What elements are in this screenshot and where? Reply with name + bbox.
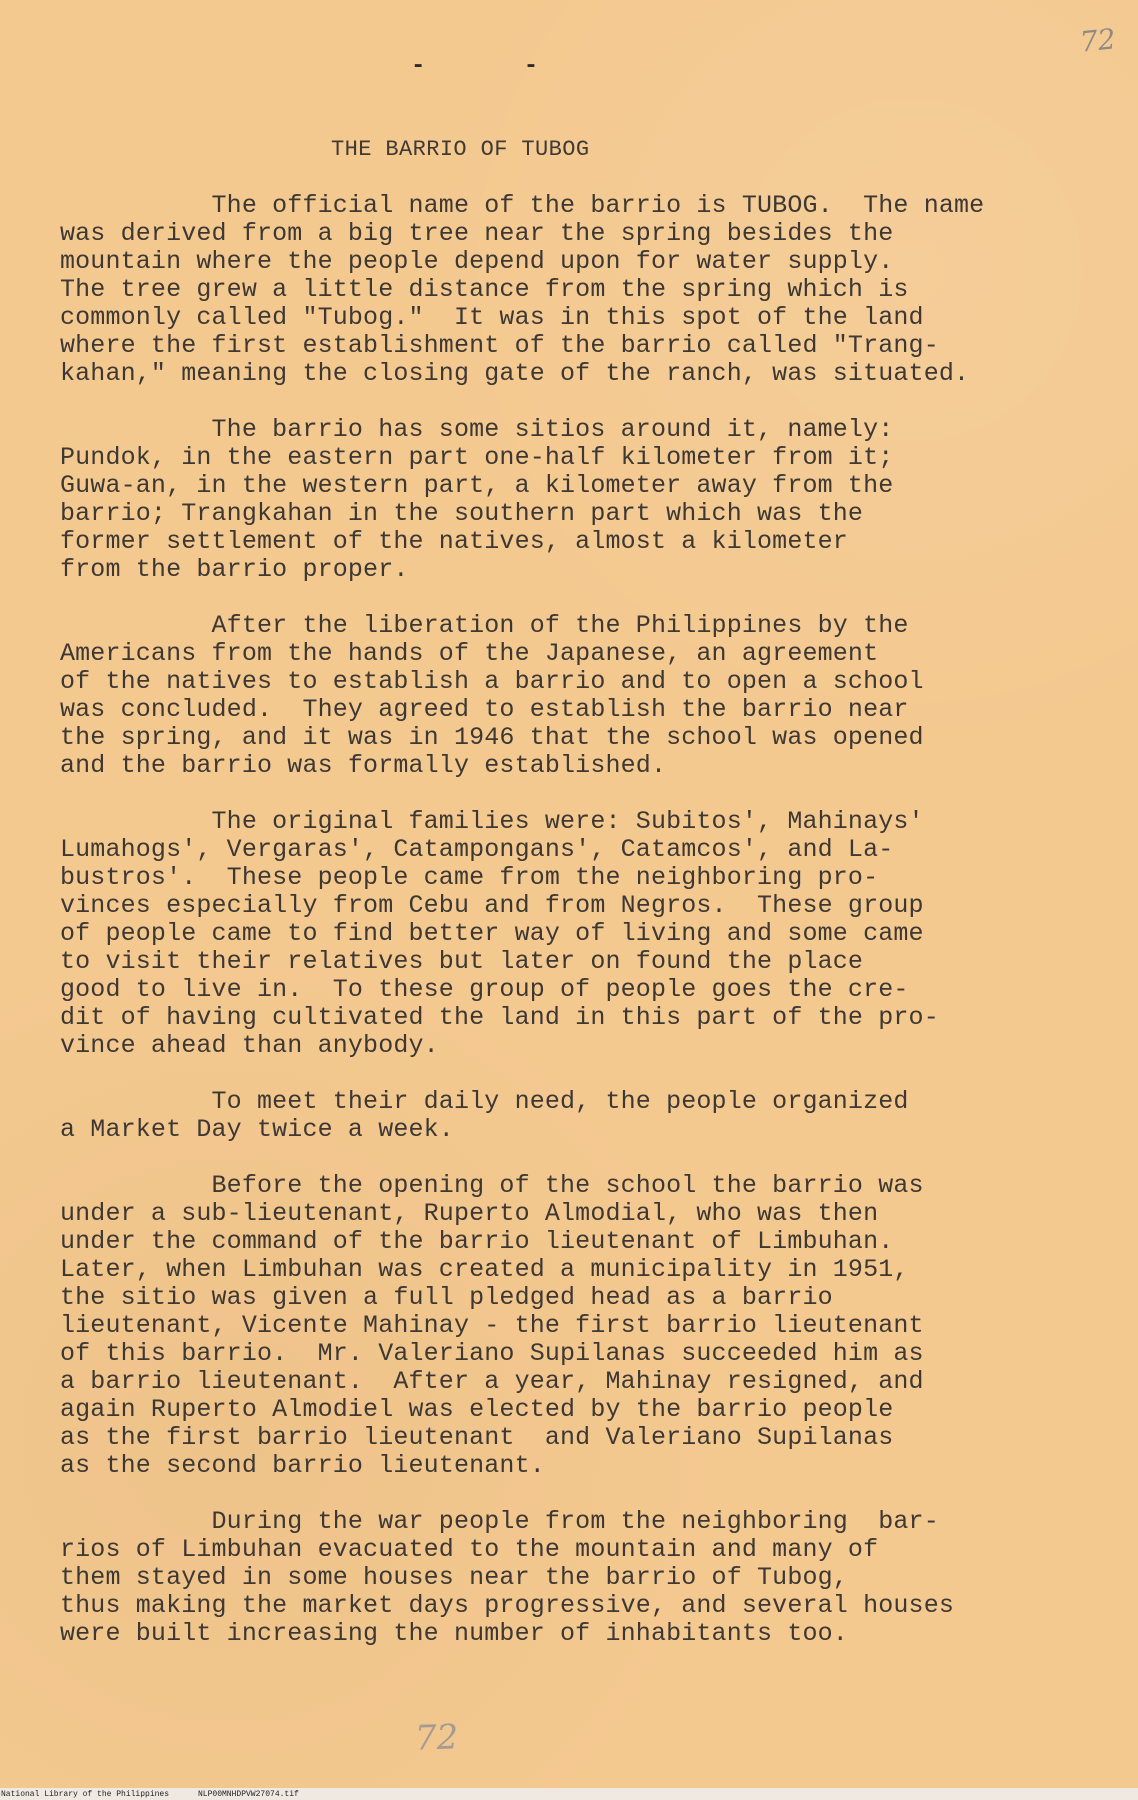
paragraph-line: of this barrio. Mr. Valeriano Supilanas succeeded him as: [60, 1339, 924, 1368]
footer-file: NLP00MNHDPVW27074.tif: [198, 1790, 299, 1799]
paragraph-line: where the first establishment of the barrio called "Trang-: [60, 331, 939, 360]
footer-source: National Library of the Philippines: [1, 1790, 170, 1799]
document-body: [60, 192, 1070, 1676]
paragraph-line: a barrio lieutenant. After a year, Mahinay resigned, and: [60, 1367, 924, 1396]
header-mark: - -: [411, 53, 581, 80]
paragraph-line: lieutenant, Vicente Mahinay - the first barrio lieutenant: [60, 1311, 924, 1340]
paragraph-line: Later, when Limbuhan was created a municipality in 1951,: [60, 1255, 909, 1284]
paragraph-line: under the command of the barrio lieutenant of Limbuhan.: [60, 1227, 894, 1256]
paragraph-line: to visit their relatives but later on found the place: [60, 947, 864, 976]
paragraph-line: the sitio was given a full pledged head as a barrio: [60, 1283, 833, 1312]
paragraph-line: thus making the market days progressive, and several houses: [60, 1591, 954, 1620]
paragraph-6: [60, 1172, 1070, 1480]
paragraph-line: from the barrio proper.: [60, 555, 409, 584]
paragraph-line: good to live in. To these group of people goes the cre-: [60, 975, 909, 1004]
paragraph-line: kahan," meaning the closing gate of the ranch, was situated.: [60, 359, 970, 388]
footer-bar: [0, 1788, 1138, 1800]
paragraph-line: of people came to find better way of living and some came: [60, 919, 924, 948]
corner-page-number: 72: [1078, 22, 1118, 59]
paragraph-line: The official name of the barrio is TUBOG. The name: [60, 191, 985, 220]
paragraph-line: Americans from the hands of the Japanese, an agreement: [60, 639, 879, 668]
paragraph-line: commonly called "Tubog." It was in this spot of the land: [60, 303, 924, 332]
paragraph-line: rios of Limbuhan evacuated to the mountain and many of: [60, 1535, 879, 1564]
paragraph-line: mountain where the people depend upon for water supply.: [60, 247, 894, 276]
paragraph-line: them stayed in some houses near the barrio of Tubog,: [60, 1563, 848, 1592]
paragraph-line: dit of having cultivated the land in this part of the pro-: [60, 1003, 939, 1032]
paragraph-line: Guwa-an, in the western part, a kilometer away from the: [60, 471, 894, 500]
paragraph-2: [60, 416, 1070, 584]
paragraph-line: were built increasing the number of inhabitants too.: [60, 1619, 848, 1648]
paragraph-line: The barrio has some sitios around it, namely:: [60, 415, 894, 444]
paragraph-line: Pundok, in the eastern part one-half kilometer from it;: [60, 443, 894, 472]
paragraph-5: [60, 1088, 1070, 1144]
paragraph-line: During the war people from the neighboring bar-: [60, 1507, 939, 1536]
paragraph-line: the spring, and it was in 1946 that the school was opened: [60, 723, 924, 752]
paragraph-line: vinces especially from Cebu and from Negros. These group: [60, 891, 924, 920]
paragraph-line: Before the opening of the school the barrio was: [60, 1171, 924, 1200]
paragraph-line: and the barrio was formally established.: [60, 751, 667, 780]
paragraph-line: To meet their daily need, the people organized: [60, 1087, 909, 1116]
paragraph-line: again Ruperto Almodiel was elected by the barrio people: [60, 1395, 894, 1424]
paragraph-3: [60, 612, 1070, 780]
paragraph-line: vince ahead than anybody.: [60, 1031, 439, 1060]
paragraph-line: under a sub-lieutenant, Ruperto Almodial, who was then: [60, 1199, 879, 1228]
paragraph-line: Lumahogs', Vergaras', Catampongans', Catamcos', and La-: [60, 835, 894, 864]
page-title: THE BARRIO OF TUBOG: [331, 137, 590, 162]
paragraph-line: The tree grew a little distance from the spring which is: [60, 275, 909, 304]
paragraph-line: former settlement of the natives, almost a kilometer: [60, 527, 848, 556]
paragraph-4: [60, 808, 1070, 1060]
bottom-page-number: 72: [414, 1717, 459, 1759]
paragraph-line: as the first barrio lieutenant and Valeriano Supilanas: [60, 1423, 894, 1452]
paragraph-line: After the liberation of the Philippines by the: [60, 611, 909, 640]
paragraph-line: a Market Day twice a week.: [60, 1115, 454, 1144]
paragraph-line: bustros'. These people came from the neighboring pro-: [60, 863, 879, 892]
paragraph-7: [60, 1508, 1070, 1648]
paragraph-line: as the second barrio lieutenant.: [60, 1451, 545, 1480]
paragraph-line: was derived from a big tree near the spring besides the: [60, 219, 894, 248]
paragraph-line: of the natives to establish a barrio and to open a school: [60, 667, 924, 696]
paragraph-line: barrio; Trangkahan in the southern part which was the: [60, 499, 864, 528]
paragraph-line: was concluded. They agreed to establish the barrio near: [60, 695, 909, 724]
paragraph-1: [60, 192, 1070, 388]
paragraph-line: The original families were: Subitos', Mahinays': [60, 807, 924, 836]
